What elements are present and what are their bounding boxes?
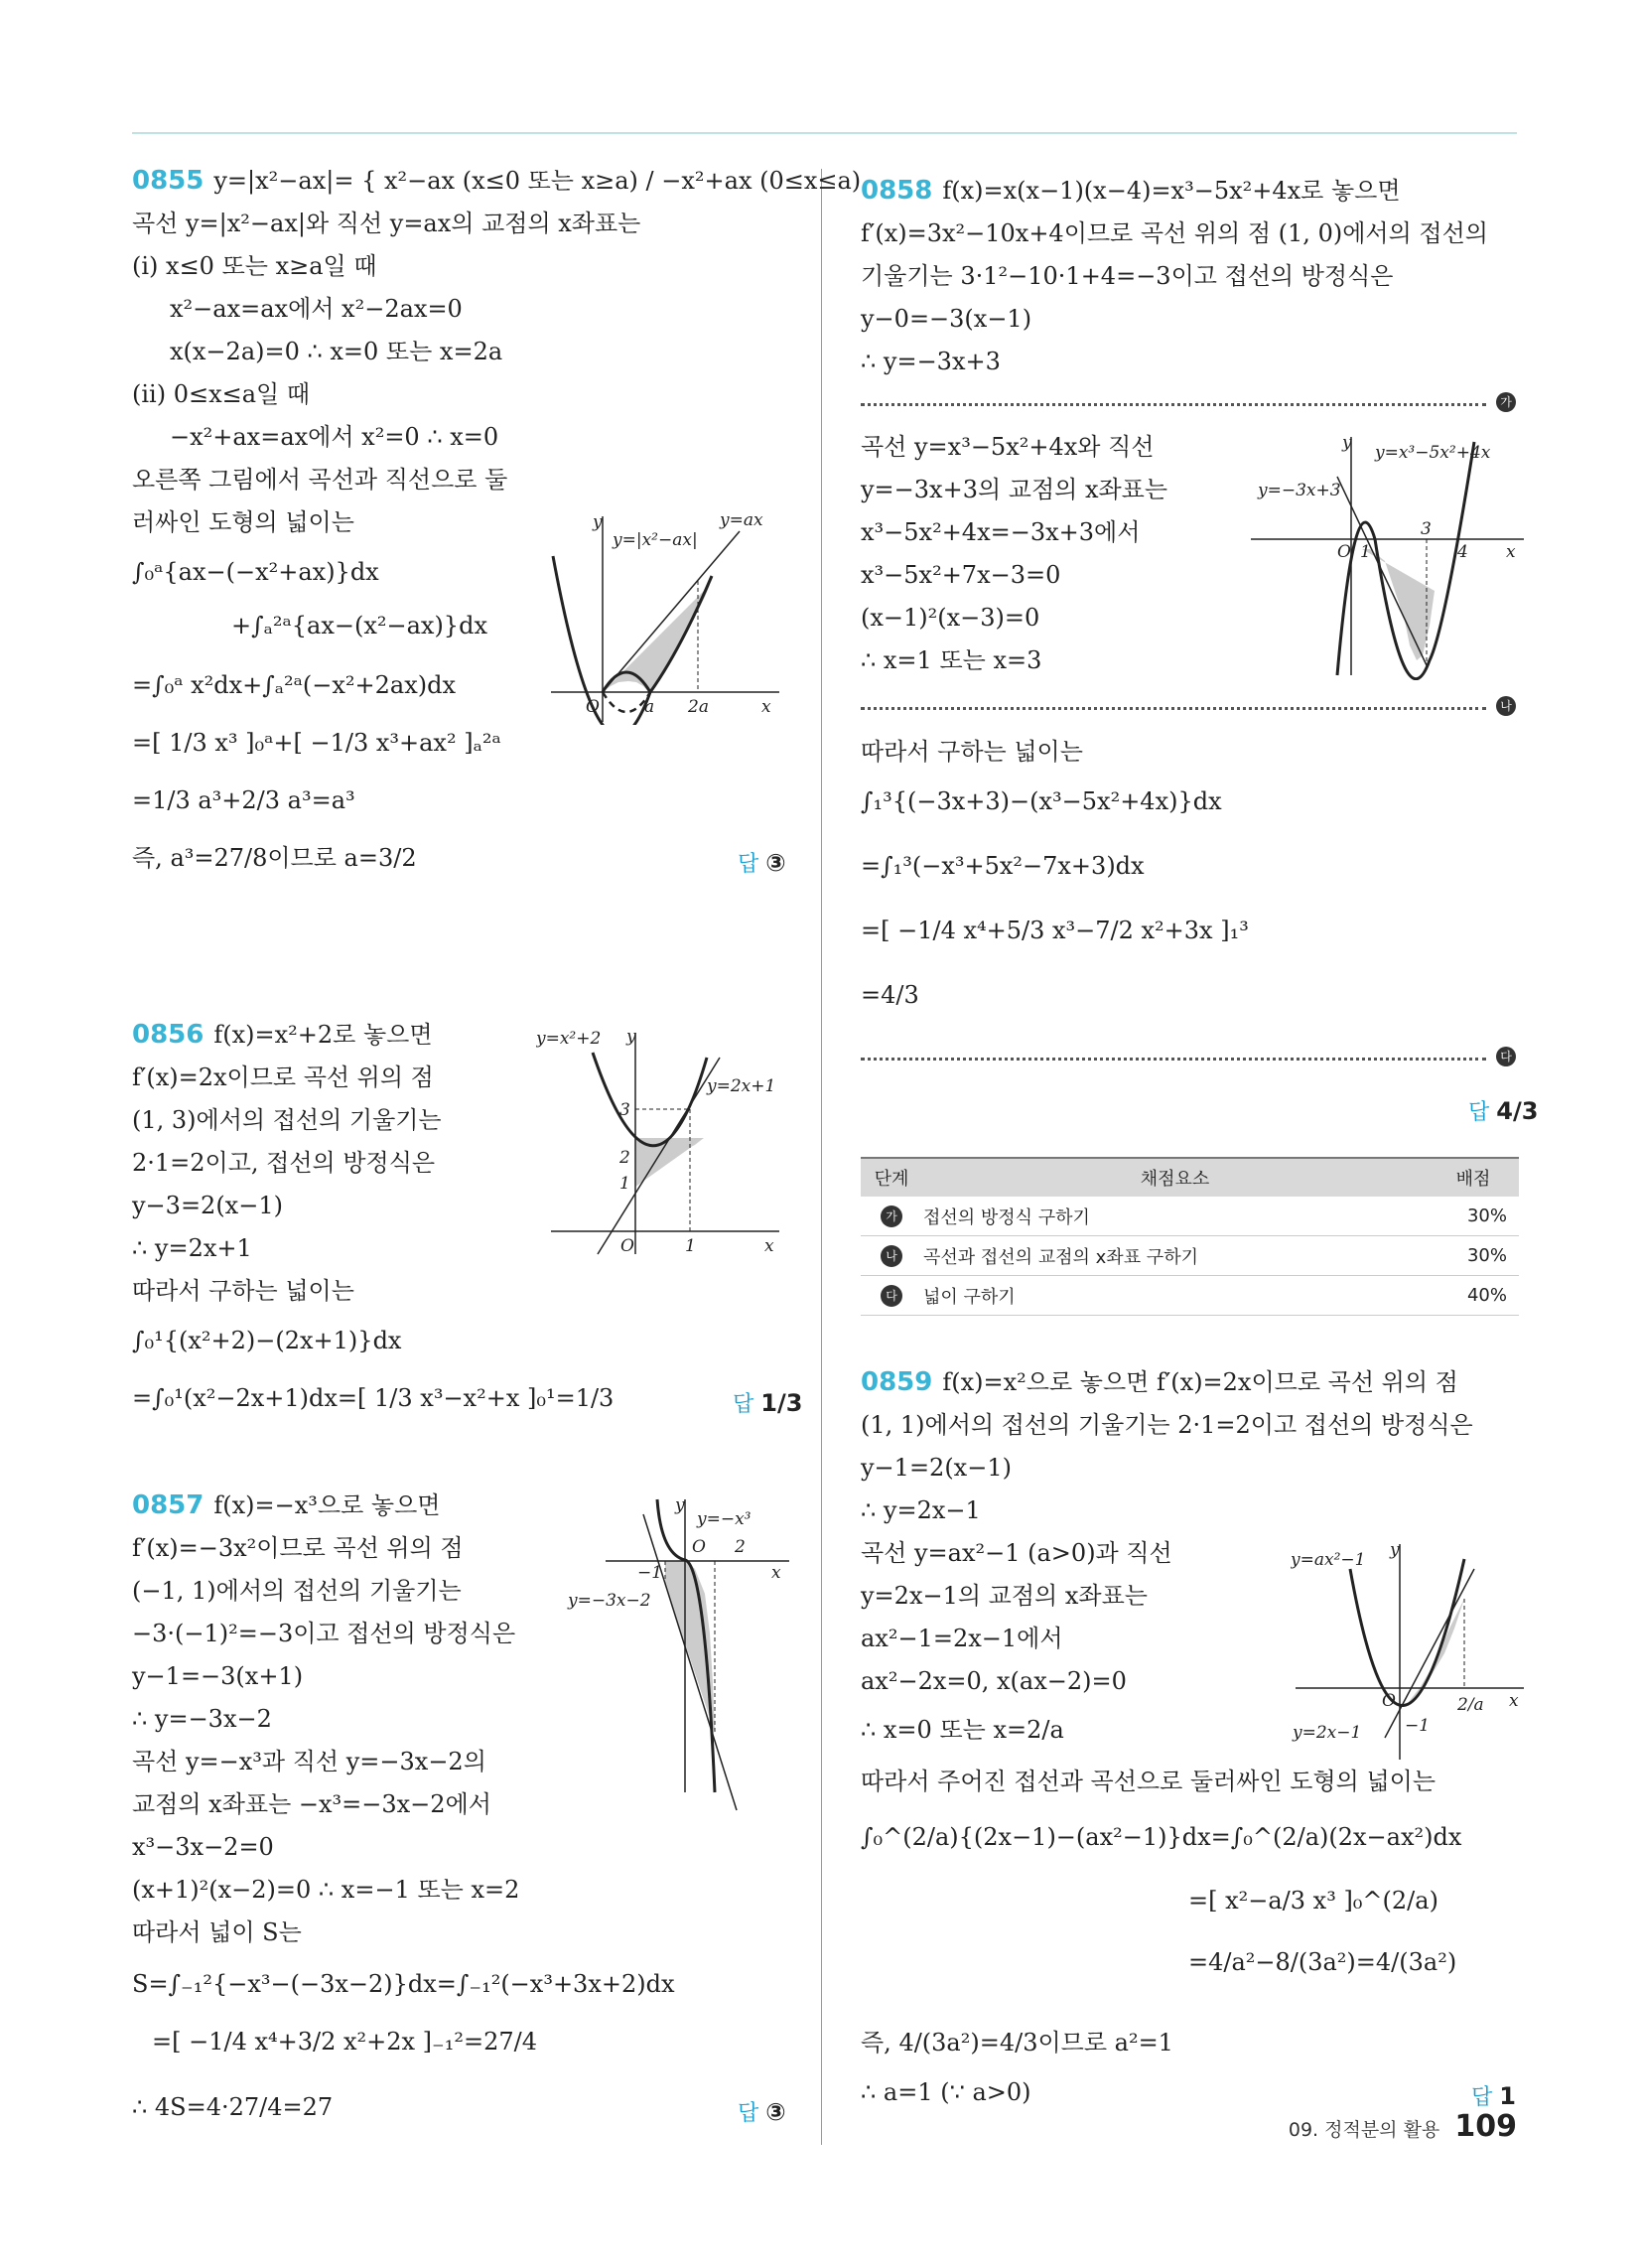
tick-neg1: −1: [637, 1563, 663, 1583]
y-label: y: [1342, 433, 1352, 453]
dotted-rule: [861, 707, 1486, 710]
answer-value: 1: [1499, 2082, 1516, 2110]
header-step: 단계: [861, 1158, 922, 1197]
parabola: [1350, 1559, 1464, 1706]
line: =[ −1/4 x⁴+3/2 x²+2x ]₋₁²=27/4: [152, 2028, 537, 2055]
x-label: x: [1509, 1691, 1519, 1711]
line: x³−5x²+4x=−3x+3에서: [861, 518, 1141, 546]
line: f(x)=x²으로 놓으면 f′(x)=2x이므로 곡선 위의 점: [942, 1368, 1458, 1396]
line: 따라서 넓이 S는: [132, 1918, 302, 1946]
tangent-line: [643, 1514, 737, 1810]
line-label: y=2x−1: [1293, 1723, 1362, 1743]
line: 즉, a³=27/8이므로 a=3/2: [132, 844, 417, 872]
item-text: 곡선과 접선의 교점의 x좌표 구하기: [922, 1236, 1428, 1276]
line: ∴ y=−3x−2: [132, 1705, 272, 1733]
tangent-line: [598, 1058, 720, 1254]
line: 곡선 y=ax²−1 (a>0)과 직선: [861, 1539, 1172, 1567]
answer: [738, 2096, 786, 2127]
line: 곡선 y=x³−5x²+4x와 직선: [861, 433, 1155, 461]
x-label: x: [1506, 542, 1516, 562]
tick-3: 3: [1421, 519, 1432, 539]
line: 즉, 4/(3a²)=4/3이므로 a²=1: [861, 2029, 1173, 2056]
tick-2-over-a: 2/a: [1457, 1695, 1484, 1715]
line: x(x−2a)=0 ∴ x=0 또는 x=2a: [170, 338, 503, 365]
line: ∴ a=1 (∵ a>0): [861, 2078, 1031, 2106]
dotted-rule: [861, 403, 1486, 406]
origin-label: O: [1337, 542, 1351, 562]
line: 오른쪽 그림에서 곡선과 직선으로 둘: [132, 466, 508, 494]
line: (i) x≤0 또는 x≥a일 때: [132, 252, 377, 280]
table-row: [861, 1276, 1519, 1316]
header-score: 배점: [1428, 1158, 1519, 1197]
line: =∫₀¹(x²−2x+1)dx=[ 1/3 x³−x²+x ]₀¹=1/3: [132, 1384, 615, 1412]
answer-value: 4/3: [1496, 1097, 1539, 1125]
answer: [1468, 1095, 1538, 1126]
line: 교점의 x좌표는 −x³=−3x−2에서: [132, 1790, 491, 1818]
line: 따라서 구하는 넓이는: [132, 1277, 354, 1305]
line: S=∫₋₁²{−x³−(−3x−2)}dx=∫₋₁²(−x³+3x+2)dx: [132, 1970, 675, 1998]
answer-label: 답: [1471, 2085, 1493, 2110]
y-label: y: [593, 512, 603, 532]
tick-x1: 1: [685, 1236, 696, 1256]
origin-label: O: [1382, 1691, 1396, 1711]
x-label: x: [761, 697, 771, 717]
curve-label: y=x³−5x²+4x: [1375, 443, 1491, 463]
line: y−3=2(x−1): [132, 1192, 283, 1219]
score-value: 30%: [1428, 1197, 1519, 1236]
y-label: y: [1390, 1540, 1400, 1560]
line: ∫₀^(2/a){(2x−1)−(ax²−1)}dx=∫₀^(2/a)(2x−ax²)dx: [861, 1823, 1462, 1851]
chapter-title: 09. 정적분의 활용: [1288, 2119, 1440, 2141]
line: 곡선 y=−x³과 직선 y=−3x−2의: [132, 1748, 486, 1775]
line: ∴ x=0 또는 x=2/a: [861, 1716, 1064, 1744]
line: 2·1=2이고, 접선의 방정식은: [132, 1149, 436, 1177]
dotted-rule: [861, 1058, 1486, 1061]
origin-label: O: [692, 1537, 706, 1557]
line: y−1=−3(x+1): [132, 1662, 304, 1690]
line: ∫₀ᵃ{ax−(−x²+ax)}dx: [132, 558, 379, 586]
figure-0859: [1291, 1539, 1529, 1763]
curve-label: y=−x³: [697, 1509, 752, 1529]
figure-0856: [536, 1028, 794, 1256]
tick-2a: 2a: [688, 697, 709, 717]
line: x³−3x−2=0: [132, 1833, 274, 1861]
line: ∴ 4S=4·27/4=27: [132, 2093, 334, 2121]
tick-a: a: [644, 697, 655, 717]
page-footer: [1289, 2109, 1517, 2144]
y-label: y: [626, 1028, 636, 1047]
line: y−1=2(x−1): [861, 1454, 1012, 1482]
line: y=−3x+3의 교점의 x좌표는: [861, 476, 1168, 503]
curve-left: [553, 556, 650, 725]
step-mark: 다: [881, 1285, 902, 1307]
answer-value: ③: [765, 2098, 786, 2126]
line: f(x)=−x³으로 놓으면: [213, 1491, 441, 1519]
line: 곡선 y=|x²−ax|와 직선 y=ax의 교점의 x좌표는: [132, 210, 641, 237]
problem-number: 0859: [861, 1367, 933, 1397]
line: (−1, 1)에서의 접선의 기울기는: [132, 1577, 462, 1605]
figure-0855: [541, 511, 789, 725]
page-number: 109: [1454, 2109, 1517, 2144]
score-table: [861, 1157, 1519, 1316]
answer-value: 1/3: [760, 1389, 803, 1417]
line: y−0=−3(x−1): [861, 305, 1032, 333]
line: (ii) 0≤x≤a일 때: [132, 380, 311, 408]
line: =[ −1/4 x⁴+5/3 x³−7/2 x²+3x ]₁³: [861, 917, 1249, 944]
x-label: x: [771, 1563, 781, 1583]
curve-label: y=ax²−1: [1291, 1550, 1366, 1570]
y-label: y: [675, 1495, 685, 1515]
header-item: 채점요소: [922, 1158, 1428, 1197]
line: ax²−1=2x−1에서: [861, 1625, 1063, 1652]
tick-1: 1: [1360, 542, 1371, 562]
line: y=2x−1의 교점의 x좌표는: [861, 1582, 1148, 1610]
line: 기울기는 3·1²−10·1+4=−3이고 접선의 방정식은: [861, 262, 1394, 290]
line: =1/3 a³+2/3 a³=a³: [132, 786, 355, 814]
answer-label: 답: [733, 1392, 754, 1417]
step-mark: 나: [881, 1245, 902, 1267]
tick-1: 1: [619, 1174, 630, 1194]
line-label: y=ax: [720, 511, 763, 530]
tick-3: 3: [619, 1100, 630, 1120]
line: =[ x²−a/3 x³ ]₀^(2/a): [1188, 1887, 1438, 1914]
problem-number: 0856: [132, 1020, 205, 1050]
answer: [733, 1387, 802, 1418]
line: 따라서 구하는 넓이는: [861, 738, 1083, 766]
problem-number: 0858: [861, 176, 933, 206]
line: −x²+ax=ax에서 x²=0 ∴ x=0: [170, 423, 499, 451]
score-value: 30%: [1428, 1236, 1519, 1276]
line-label: y=−3x+3: [1258, 481, 1341, 500]
table-row: [861, 1197, 1519, 1236]
origin-label: O: [586, 697, 600, 717]
x-label: x: [764, 1236, 774, 1256]
line: ∴ y=2x+1: [132, 1234, 252, 1262]
line: x²−ax=ax에서 x²−2ax=0: [170, 295, 463, 323]
line: y=|x²−ax|= { x²−ax (x≤0 또는 x≥a) / −x²+ax (0≤x≤a): [213, 167, 862, 195]
item-text: 넓이 구하기: [922, 1276, 1428, 1316]
line: f′(x)=−3x²이므로 곡선 위의 점: [132, 1534, 464, 1562]
line: (x−1)²(x−3)=0: [861, 604, 1040, 632]
line: f′(x)=2x이므로 곡선 위의 점: [132, 1063, 434, 1091]
line: (1, 3)에서의 접선의 기울기는: [132, 1106, 442, 1134]
top-rule: [132, 132, 1517, 134]
line: −3·(−1)²=−3이고 접선의 방정식은: [132, 1620, 516, 1647]
tick-neg1: −1: [1405, 1716, 1431, 1736]
cubic-curve: [1337, 442, 1474, 679]
line-y-ax: [603, 531, 740, 692]
line: (x+1)²(x−2)=0 ∴ x=−1 또는 x=2: [132, 1876, 520, 1904]
line: ∴ y=2x−1: [861, 1496, 981, 1524]
line: =∫₀ᵃ x²dx+∫ₐ²ᵃ(−x²+2ax)dx: [132, 671, 457, 699]
step-mark: 가: [881, 1205, 902, 1227]
step-mark: 다: [1496, 1047, 1516, 1066]
tick-2: 2: [619, 1148, 630, 1168]
answer-label: 답: [1468, 1100, 1490, 1125]
line-label: y=−3x−2: [568, 1591, 651, 1611]
score-value: 40%: [1428, 1276, 1519, 1316]
line: +∫ₐ²ᵃ{ax−(x²−ax)}dx: [231, 612, 487, 639]
figure-0857: [566, 1494, 794, 1812]
answer-value: ③: [765, 849, 786, 877]
column-divider: [821, 169, 822, 2145]
line: 러싸인 도형의 넓이는: [132, 508, 354, 536]
item-text: 접선의 방정식 구하기: [922, 1197, 1428, 1236]
curve-label: y=|x²−ax|: [613, 530, 698, 550]
table-row: [861, 1236, 1519, 1276]
line: =4/3: [861, 981, 919, 1009]
line-label: y=2x+1: [707, 1076, 776, 1096]
curve-label: y=x²+2: [536, 1029, 602, 1049]
line: ∫₀¹{(x²+2)−(2x+1)}dx: [132, 1327, 402, 1354]
line: f(x)=x(x−1)(x−4)=x³−5x²+4x로 놓으면: [942, 177, 1401, 205]
line: x³−5x²+7x−3=0: [861, 561, 1061, 589]
line: =[ 1/3 x³ ]₀ᵃ+[ −1/3 x³+ax² ]ₐ²ᵃ: [132, 729, 501, 757]
answer-label: 답: [738, 852, 759, 877]
line: (1, 1)에서의 접선의 기울기는 2·1=2이고 접선의 방정식은: [861, 1411, 1473, 1439]
line: 따라서 주어진 접선과 곡선으로 둘러싸인 도형의 넓이는: [861, 1768, 1437, 1795]
step-mark: 가: [1496, 392, 1516, 412]
line: f′(x)=3x²−10x+4이므로 곡선 위의 점 (1, 0)에서의 접선의: [861, 219, 1488, 247]
line: ∴ x=1 또는 x=3: [861, 646, 1042, 674]
origin-label: O: [620, 1236, 634, 1256]
tick-2: 2: [735, 1537, 746, 1557]
answer: [738, 847, 786, 878]
line: ∫₁³{(−3x+3)−(x³−5x²+4x)}dx: [861, 787, 1222, 815]
line: =4/a²−8/(3a²)=4/(3a²): [1188, 1948, 1457, 1976]
line: =∫₁³(−x³+5x²−7x+3)dx: [861, 852, 1145, 880]
tick-4: 4: [1457, 542, 1468, 562]
answer: [1471, 2080, 1516, 2111]
figure-0858: [1246, 432, 1529, 680]
line: ax²−2x=0, x(ax−2)=0: [861, 1667, 1127, 1695]
problem-number: 0855: [132, 166, 205, 196]
line: f(x)=x²+2로 놓으면: [213, 1021, 433, 1049]
step-mark: 나: [1496, 696, 1516, 716]
line: ∴ y=−3x+3: [861, 348, 1001, 375]
problem-number: 0857: [132, 1490, 205, 1520]
answer-label: 답: [738, 2101, 759, 2126]
